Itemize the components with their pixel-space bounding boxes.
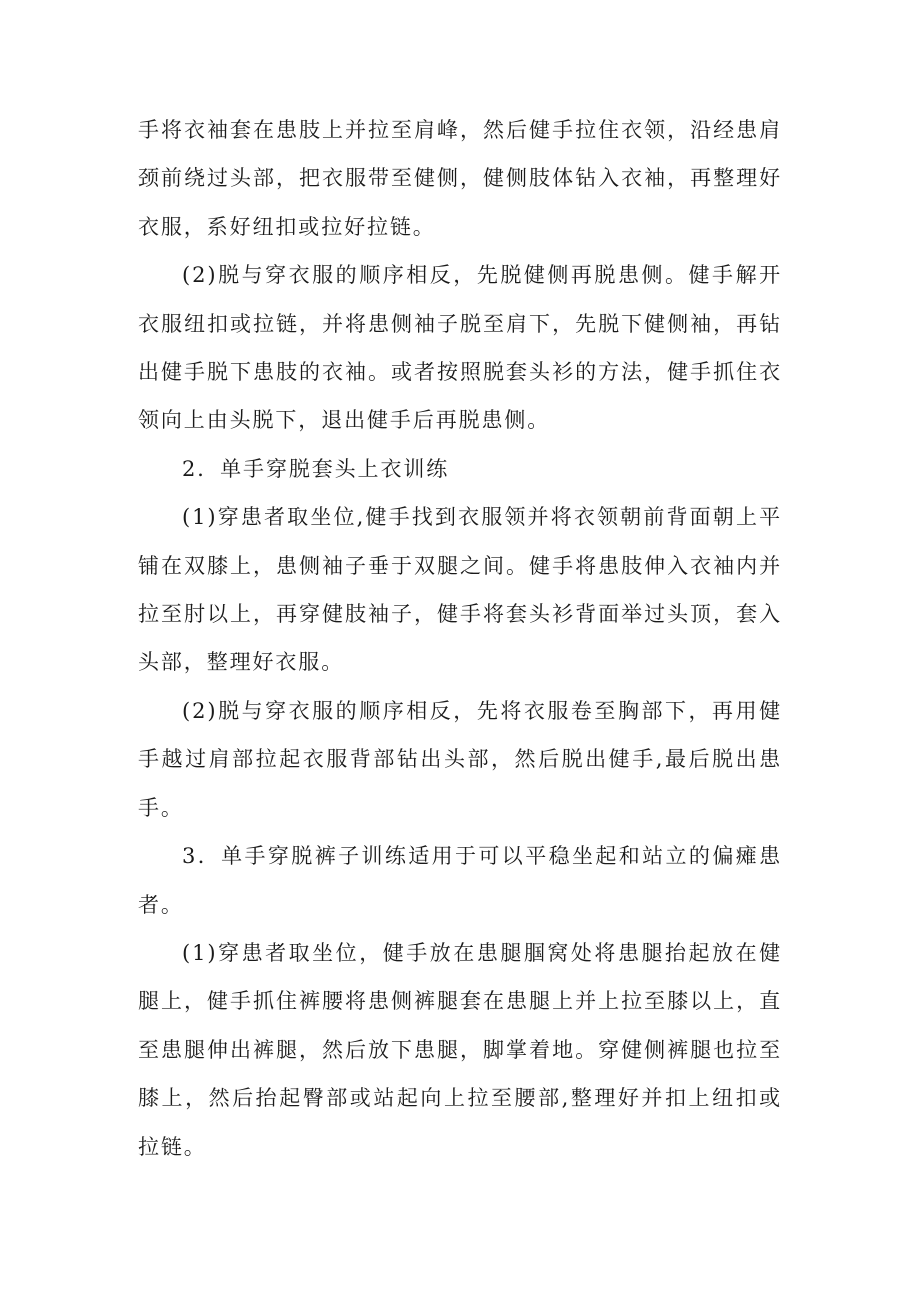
paragraph-pullover-dressing: (1)穿患者取坐位,健手找到衣服领并将衣领朝前背面朝上平铺在双膝上，患侧袖子垂于双腿之间。健手将患肢伸入衣袖内并拉至肘以上，再穿健肢袖子，健手将套头衫背面举过头顶，套入头部，整理好衣服。 (138, 505, 782, 675)
section-heading-pullover-training: 2．单手穿脱套头上衣训练 (182, 456, 450, 481)
paragraph-pullover-undressing: (2)脱与穿衣服的顺序相反，先将衣服卷至胸部下，再用健手越过肩部拉起衣服背部钻出头部，然后脱出健手,最后脱出患手。 (138, 698, 782, 820)
document-body (138, 106, 782, 1171)
paragraph-undress-order: (2)脱与穿衣服的顺序相反，先脱健侧再脱患侧。健手解开衣服纽扣或拉链，并将患侧袖子脱至肩下，先脱下健侧袖，再钻出健手脱下患肢的衣袖。或者按照脱套头衫的方法，健手抓住衣领向上由头脱下，退出健手后再脱患侧。 (138, 263, 782, 433)
paragraph-trousers-dressing: (1)穿患者取坐位，健手放在患腿腘窝处将患腿抬起放在健腿上，健手抓住裤腰将患侧裤腿套在患腿上并上拉至膝以上，直至患腿伸出裤腿，然后放下患腿，脚掌着地。穿健侧裤腿也拉至膝上，然后抬起臀部或站起向上拉至腰部,整理好并扣上纽扣或拉链。 (138, 940, 782, 1159)
paragraph-continuation: 手将衣袖套在患肢上并拉至肩峰，然后健手拉住衣领，沿经患肩颈前绕过头部，把衣服带至健侧，健侧肢体钻入衣袖，再整理好衣服，系好纽扣或拉好拉链。 (138, 118, 782, 239)
section-heading-trousers-training: 3．单手穿脱裤子训练适用于可以平稳坐起和站立的偏瘫患者。 (138, 844, 782, 917)
